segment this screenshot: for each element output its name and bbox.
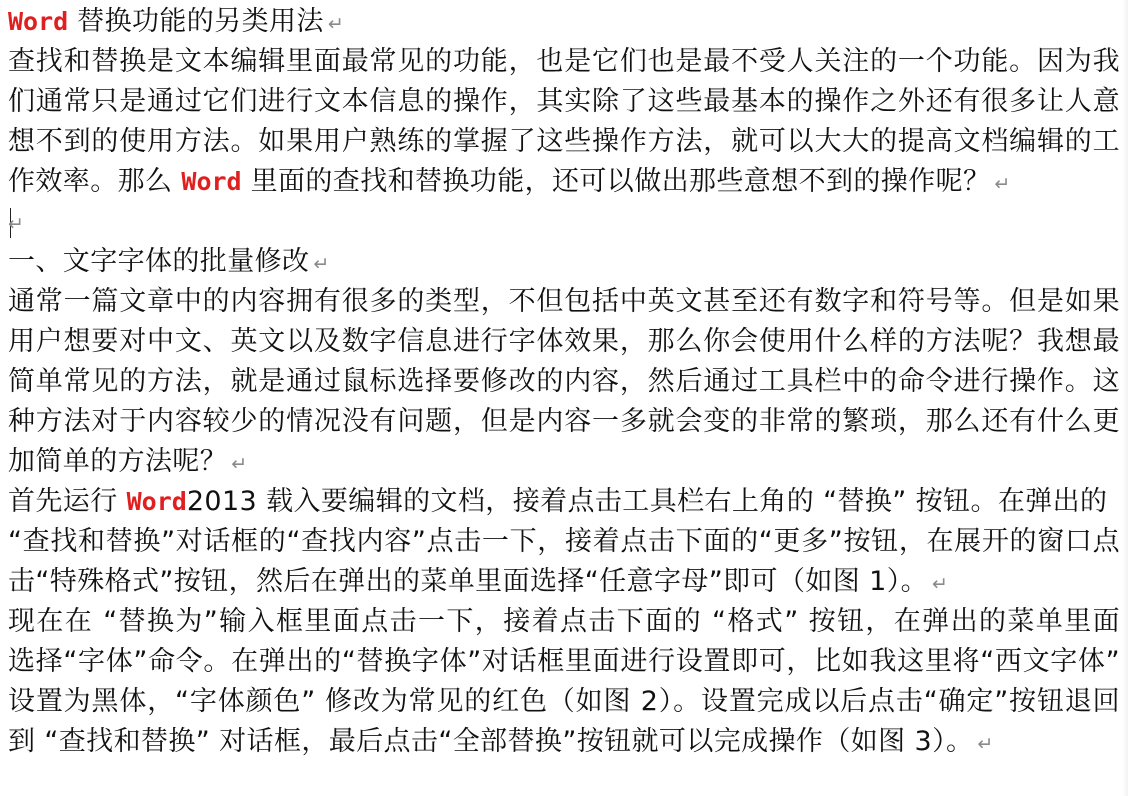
title-text: 替换功能的另类用法 bbox=[77, 6, 324, 37]
word-brand-text: Word bbox=[181, 167, 242, 196]
para2-line-1-start: 首先运行 bbox=[8, 486, 118, 517]
para2-line-1 bbox=[8, 482, 1120, 522]
para3-line-4-text: 到 “查找和替换” 对话框，最后点击“全部替换”按钮就可以完成操作（如图 3）。 bbox=[8, 726, 974, 757]
section-heading bbox=[8, 242, 1120, 282]
intro-line-4-end: 里面的查找和替换功能，还可以做出那些意想不到的操作呢？ bbox=[250, 166, 991, 197]
para3-line-2: 选择“字体”命令。在弹出的“替换字体”对话框里面进行设置即可，比如我这里将“西文字体” bbox=[8, 646, 1120, 677]
paragraph-mark-icon: ↵ bbox=[977, 733, 994, 755]
para2-line-3-text: 击“特殊格式”按钮，然后在弹出的菜单里面选择“任意字母”即可（如图 1）。 bbox=[8, 566, 929, 597]
para1-line-2: 用户想要对中文、英文以及数字信息进行字体效果，那么你会使用什么样的方法呢？我想最 bbox=[8, 326, 1120, 357]
para2-line-3 bbox=[8, 562, 1120, 602]
para1-line-3: 简单常见的方法，就是通过鼠标选择要修改的内容，然后通过工具栏中的命令进行操作。这 bbox=[8, 366, 1120, 397]
paragraph-mark-icon: ↵ bbox=[313, 253, 330, 275]
para2-line-1-end: 2013 载入要编辑的文档，接着点击工具栏右上角的 “替换” 按钮。在弹出的 bbox=[186, 486, 1108, 517]
intro-line-3: 想不到的使用方法。如果用户熟练的掌握了这些操作方法，就可以大大的提高文档编辑的工 bbox=[8, 126, 1120, 157]
paragraph-mark-icon: ↵ bbox=[932, 573, 948, 595]
word-brand-text: Word bbox=[8, 7, 69, 36]
intro-line-2: 们通常只是通过它们进行文本信息的操作，其实除了这些最基本的操作之外还有很多让人意 bbox=[8, 86, 1120, 117]
para1-line-5 bbox=[8, 442, 1120, 482]
empty-paragraph[interactable] bbox=[8, 202, 1120, 242]
intro-line-1: 查找和替换是文本编辑里面最常见的功能，也是它们也是最不受人关注的一个功能。因为我 bbox=[8, 46, 1120, 77]
para2-line-2: “查找和替换”对话框的“查找内容”点击一下，接着点击下面的“更多”按钮，在展开的窗口点 bbox=[8, 526, 1120, 557]
page-edge bbox=[1122, 0, 1128, 796]
paragraph-mark-icon: ↵ bbox=[231, 453, 248, 475]
para1-line-1: 通常一篇文章中的内容拥有很多的类型，不但包括中英文甚至还有数字和符号等。但是如果 bbox=[8, 286, 1120, 317]
section-heading-text: 一、文字字体的批量修改 bbox=[8, 246, 310, 277]
para3-line-3: 设置为黑体，“字体颜色” 修改为常见的红色（如图 2）。设置完成以后点击“确定”按钮退回 bbox=[8, 686, 1120, 717]
para1-line-5-text: 加简单的方法呢？ bbox=[8, 446, 228, 477]
para3-line-4 bbox=[8, 722, 1120, 762]
intro-line-4-start: 作效率。那么 bbox=[8, 166, 173, 197]
para1-line-4: 种方法对于内容较少的情况没有问题，但是内容一多就会变的非常的繁琐，那么还有什么更 bbox=[8, 406, 1120, 437]
word-brand-text: Word bbox=[126, 487, 187, 516]
paragraph-mark-icon: ↵ bbox=[327, 13, 344, 35]
paragraph-mark-icon: ↵ bbox=[994, 173, 1011, 195]
document-title bbox=[8, 2, 1120, 42]
intro-line-4 bbox=[8, 162, 1120, 202]
document-body[interactable] bbox=[8, 2, 1120, 762]
para3-line-1: 现在在 “替换为”输入框里面点击一下，接着点击下面的 “格式” 按钮，在弹出的菜单里面 bbox=[8, 606, 1120, 637]
paragraph-mark-icon: ↵ bbox=[8, 213, 24, 235]
